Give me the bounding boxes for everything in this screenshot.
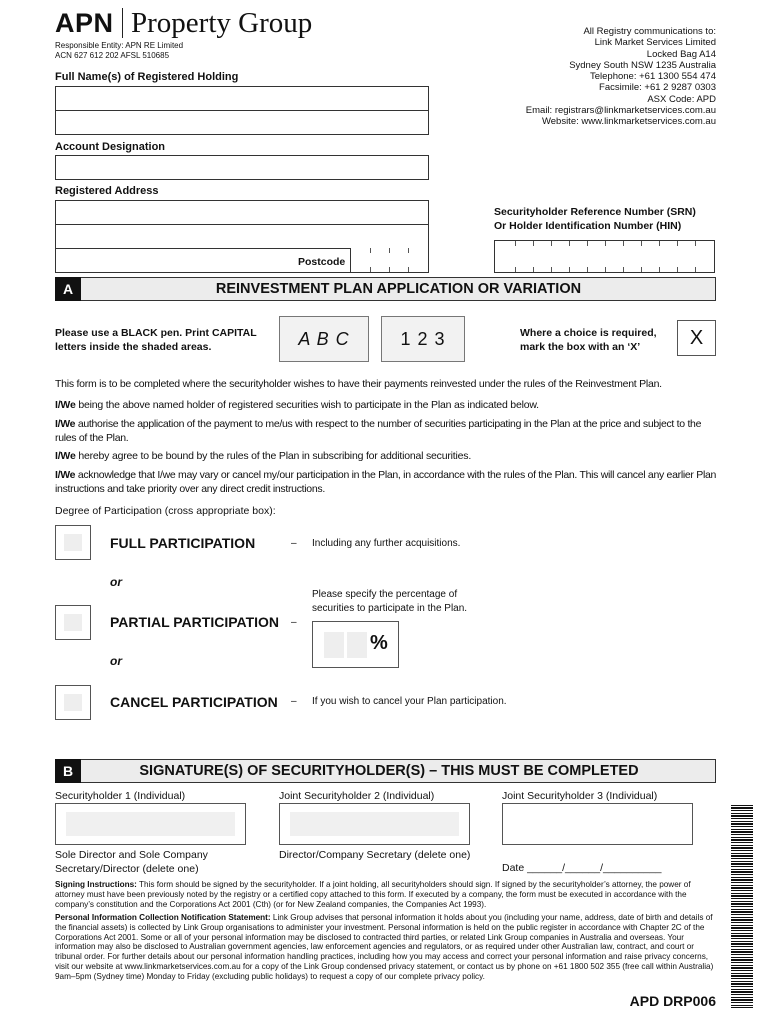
date-field[interactable]: Date ______/______/__________ [502,862,662,874]
declaration-1 [55,398,725,412]
holder-1-label: Securityholder 1 (Individual) [55,790,186,802]
contact-website: Website: www.linkmarketservices.com.au [541,116,716,128]
example-letters-box [279,316,369,362]
partial-note-line-2: securities to participate in the Plan. [312,603,468,614]
privacy-statement [55,913,716,982]
full-name-field-1[interactable] [55,86,429,111]
privacy-statement-heading: Personal Information Collection Notification Statement: [55,913,271,922]
contact-line: Link Market Services Limited [594,37,716,49]
logo-divider [122,8,124,38]
pen-instruction-line-2: letters inside the shaded areas. [55,341,212,353]
or-label-2: or [110,654,122,668]
holder-1-role-line-2: Secretary/Director (delete one) [55,863,199,875]
intro-text: This form is to be completed where the securityholder wishes to have their payments reinvested under the rules of the Reinvestment Plan. [55,378,662,390]
signing-instructions-heading: Signing Instructions: [55,880,137,889]
section-b-letter: B [55,759,81,783]
declaration-2 [55,417,723,445]
partial-participation-checkbox[interactable] [55,605,91,640]
partial-dash: – [291,617,297,628]
example-x-mark: X [689,327,704,349]
full-name-field-2[interactable] [55,110,429,135]
example-numbers-box [381,316,465,362]
holder-2-label: Joint Securityholder 2 (Individual) [279,790,435,802]
example-x-box [677,320,716,356]
percentage-digit-2 [347,632,367,658]
holder-2-role: Director/Company Secretary (delete one) [279,849,471,861]
contact-line: Facsimile: +61 2 9287 0303 [599,82,716,94]
postcode-label: Postcode [298,256,346,268]
percentage-field[interactable] [312,621,399,668]
account-designation-field[interactable] [55,155,429,180]
full-participation-label: FULL PARTICIPATION [110,535,256,551]
barcode [731,805,753,1008]
privacy-statement-text: Link Group advises that personal information it holds about you (including your name, address, date of birth and details of the financial assets) is collected by Link Group organisations to administer your investment. Personal information is held on the public register in accordance with Chapter 2C of the Corporations Act 2001. Some or all of your personal information may be disclosed to contracted third parties, or related Link Group companies in Australia and overseas. Your information may also be disclosed to Australian government agencies, law enforcement agencies and regulators, or as required under other Australian law, contract, and court or tribunal order. For further details about our personal information handling practices, including how you may access and correct your personal information and raise privacy concerns, visit our website at www.linkmarketservices.com.au for a copy of the Link Group condensed privacy statement, or contact us by phone on +61 1800 502 355 (free call within Australia) 9am–5pm (Sydney time) Monday to Friday (excluding public holidays) to request a copy of our complete privacy policy. [55,913,714,981]
example-numbers: 1 2 3 [400,329,446,349]
declaration-2-text: authorise the application of the payment to me/us with respect to the number of securities participating in the Plan at the price and subject to the rules of the Plan. [55,418,702,444]
degree-of-participation: Degree of Participation (cross appropriate box): [55,505,276,517]
declaration-4 [55,468,723,496]
declaration-2-bold: I/We [55,418,76,430]
postcode-field[interactable] [350,248,429,273]
contact-line: ASX Code: APD [647,93,716,105]
choice-instruction-line-2: mark the box with an ‘X’ [520,341,641,353]
contact-email: Email: registrars@linkmarketservices.com.au [525,105,716,117]
cancel-dash: – [291,696,297,707]
logo-property-group: Property Group [131,6,313,39]
declaration-4-text: acknowledge that I/we may vary or cancel my/our participation in the Plan, in accordance with the rules of the Plan. This will cancel any earlier Plan instructions and take priority over any direct credit instructions. [55,469,717,495]
account-designation-label: Account Designation [55,141,166,153]
logo [55,6,312,40]
contact-line: All Registry communications to: [583,26,716,37]
srn-label-line-1: Securityholder Reference Number (SRN) [494,206,696,218]
srn-hin-field[interactable] [494,240,715,273]
entity-line-2: ACN 627 612 202 AFSL 510685 [55,51,170,60]
section-b-title: SIGNATURE(S) OF SECURITYHOLDER(S) – THIS MUST BE COMPLETED [139,763,639,779]
signature-box-2[interactable] [279,803,470,845]
declaration-4-bold: I/We [55,469,76,481]
address-field-1[interactable] [55,200,429,225]
logo-apn: APN [55,7,114,38]
declaration-1-text: being the above named holder of registered securities wish to participate in the Plan as indicated below. [75,399,539,411]
declaration-3-text: hereby agree to be bound by the rules of the Plan in subscribing for additional securities. [75,450,472,462]
entity-line-1: Responsible Entity: APN RE Limited [55,41,184,50]
signature-box-3[interactable] [502,803,693,845]
declaration-3 [55,449,725,463]
full-participation-checkbox[interactable] [55,525,91,560]
holder-1-role-line-1: Sole Director and Sole Company [55,849,208,861]
cancel-participation-label: CANCEL PARTICIPATION [110,694,278,710]
cancel-participation-note: If you wish to cancel your Plan participation. [312,696,507,707]
partial-note-line-1: Please specify the percentage of [312,589,458,600]
cancel-participation-checkbox[interactable] [55,685,91,720]
signature-1-shade [66,812,235,836]
registry-contact [416,26,716,128]
form-code: APD DRP006 [629,993,716,1009]
full-participation-note: Including any further acquisitions. [312,538,461,549]
partial-participation-label: PARTIAL PARTICIPATION [110,614,280,630]
contact-line: Sydney South NSW 1235 Australia [569,59,716,71]
pen-instruction-line-1: Please use a BLACK pen. Print CAPITAL [55,327,257,339]
signature-box-1[interactable] [55,803,246,845]
holder-3-label: Joint Securityholder 3 (Individual) [502,790,658,802]
full-dash: – [291,538,297,549]
signing-instructions-text: This form should be signed by the securityholder. If a joint holding, all securityholders should sign. If signed by the securityholder’s attorney, the power of attorney must have been previously noted by the registry or a certified copy attached to this form. If executed by a company, the form must be executed in accordance with the company’s constitution and the Corporations Act 2001 (Cth) (or for New Zealand companies, the Companies Act 1993). [55,880,691,909]
section-a-letter: A [55,277,81,301]
contact-line: Telephone: +61 1300 554 474 [590,71,716,83]
signature-2-shade [290,812,459,836]
example-letters: A B C [298,329,350,349]
choice-instruction-line-1: Where a choice is required, [520,327,657,339]
declaration-1-bold: I/We [55,399,76,411]
full-name-label: Full Name(s) of Registered Holding [55,71,239,83]
contact-line: Locked Bag A14 [646,48,716,60]
registered-address-label: Registered Address [55,185,159,197]
percentage-digit-1 [324,632,344,658]
signing-instructions [55,880,716,909]
address-field-2[interactable] [55,224,429,249]
declaration-3-bold: I/We [55,450,76,462]
or-label-1: or [110,575,122,589]
percent-sign: % [370,632,388,654]
section-a-title: REINVESTMENT PLAN APPLICATION OR VARIATION [215,281,582,297]
srn-label-line-2: Or Holder Identification Number (HIN) [494,220,682,232]
